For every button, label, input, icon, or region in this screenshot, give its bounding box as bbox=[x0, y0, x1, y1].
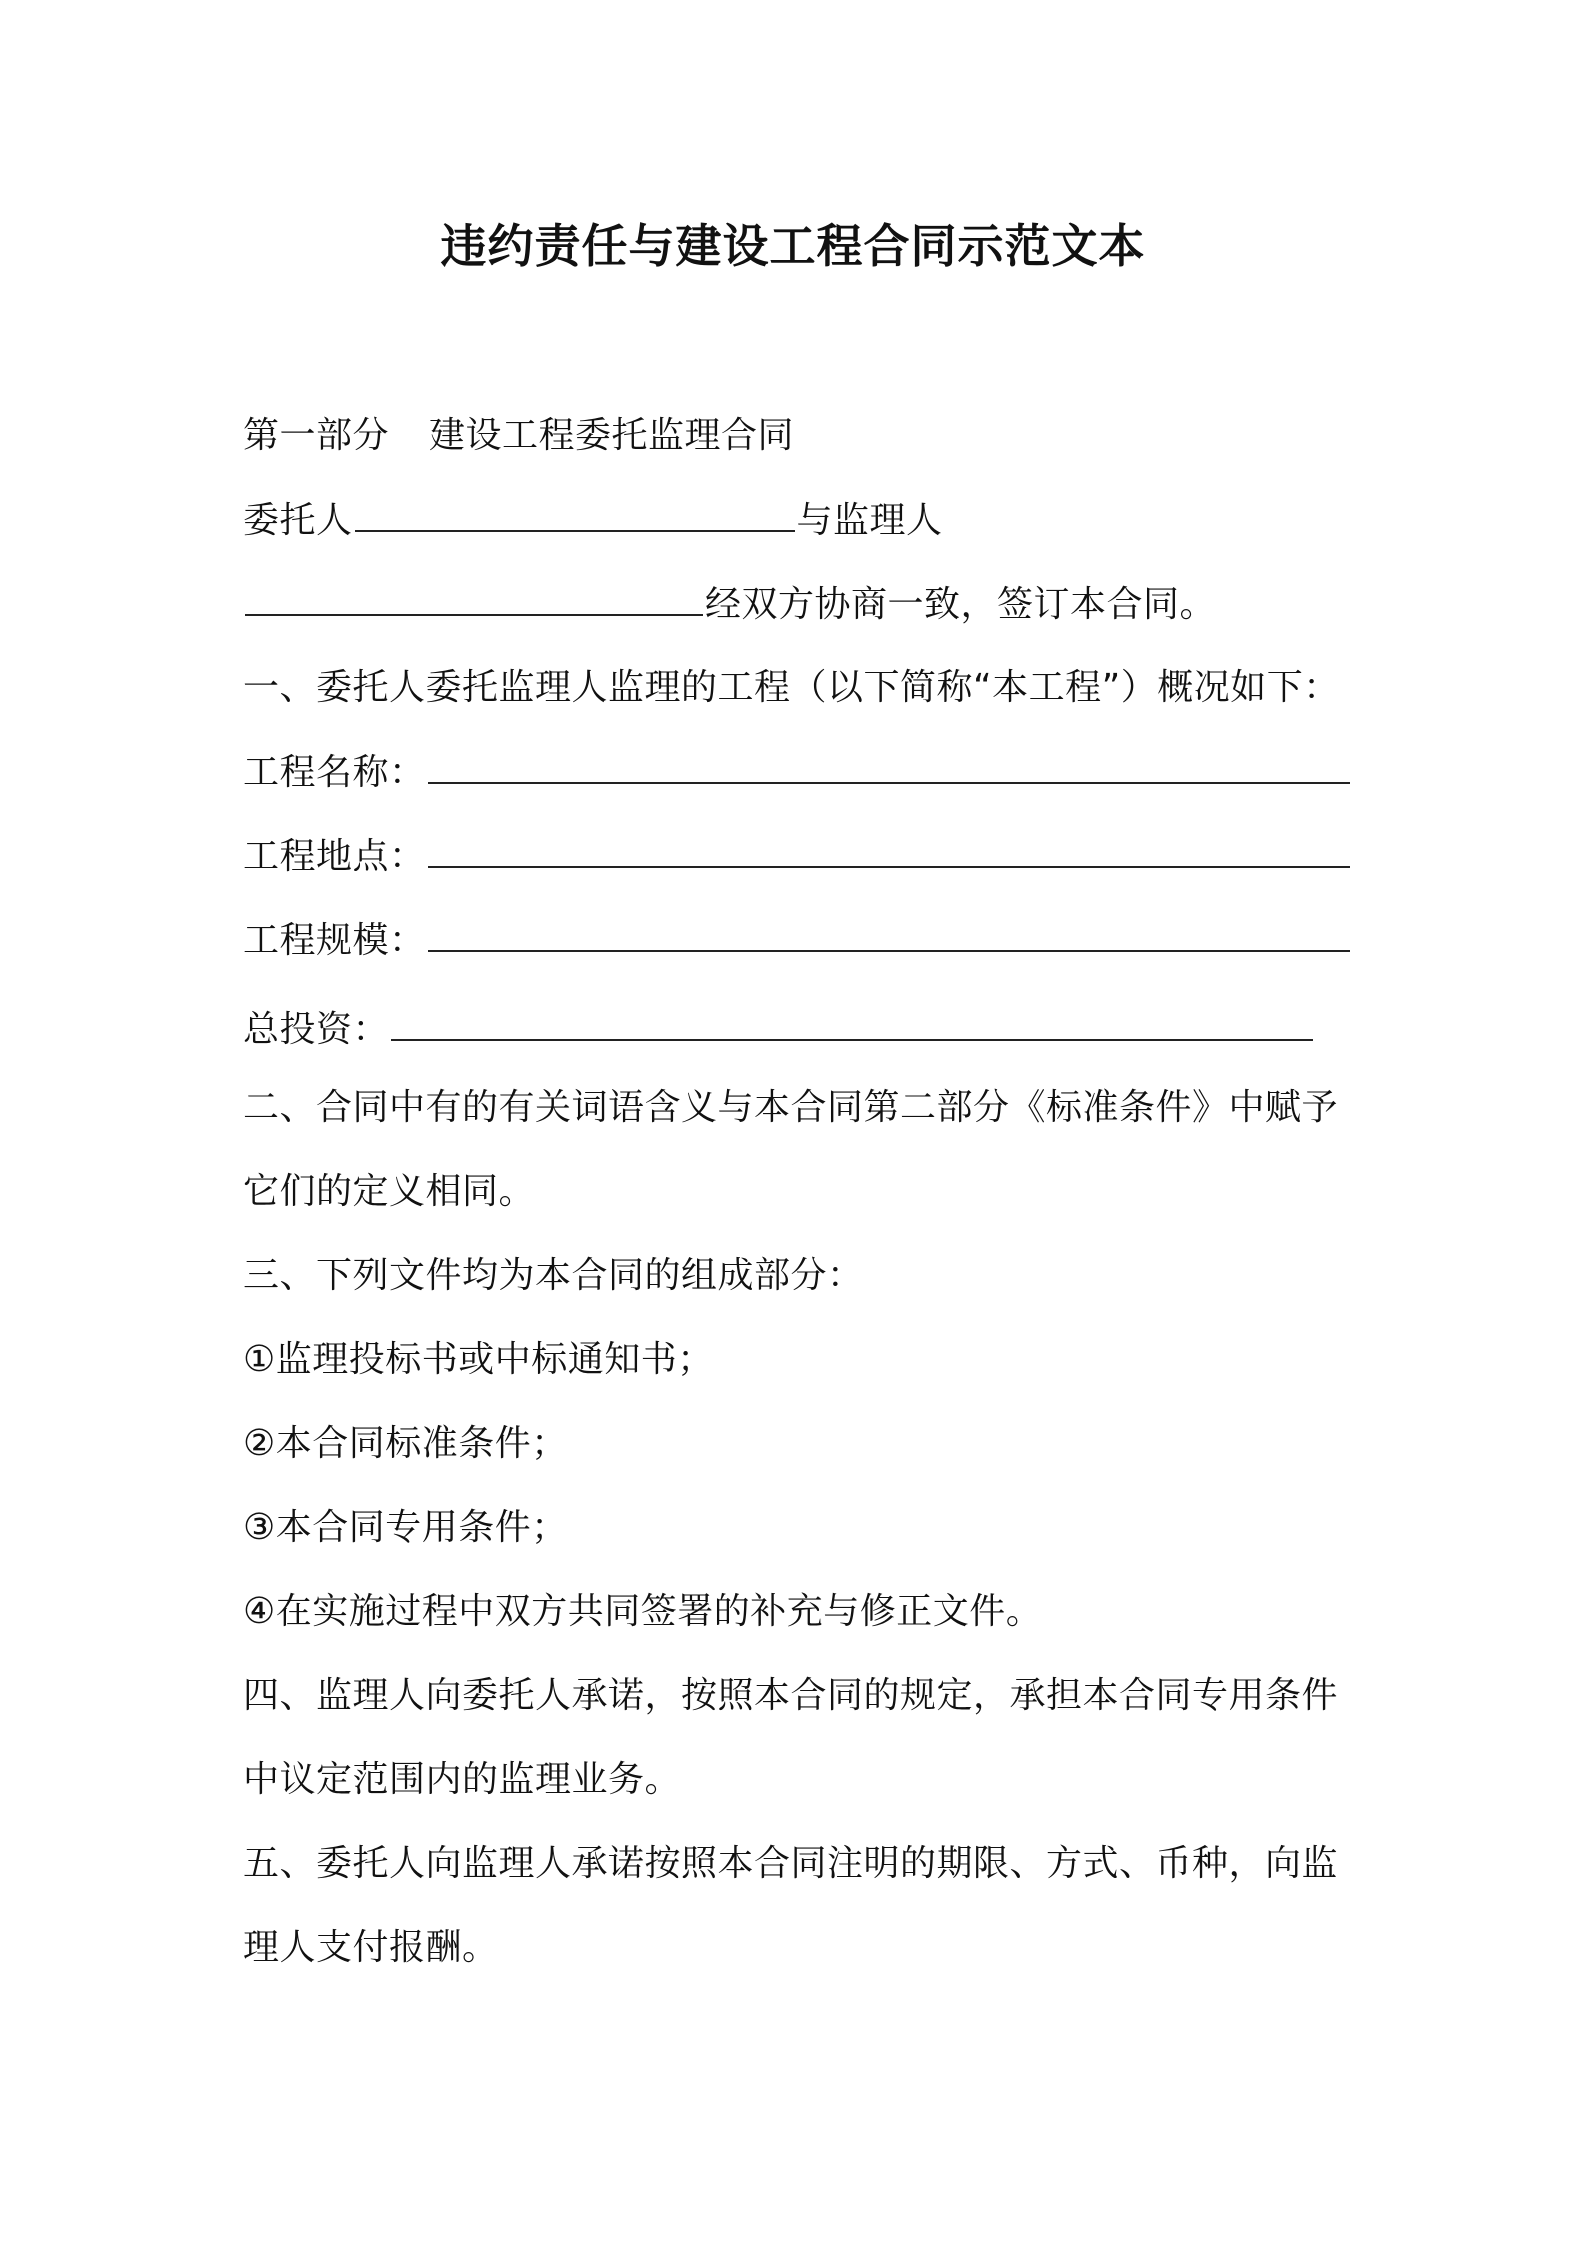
total-investment-blank[interactable] bbox=[391, 1005, 1313, 1041]
field-project-scale bbox=[243, 916, 1352, 965]
project-name-blank[interactable] bbox=[428, 748, 1350, 784]
total-investment-label: 总投资： bbox=[243, 1009, 390, 1050]
doc-list-item-1: ①监理投标书或中标通知书； bbox=[243, 1339, 714, 1380]
clause-4-line-2: 中议定范围内的监理业务。 bbox=[243, 1759, 682, 1800]
part-title: 建设工程委托监理合同 bbox=[429, 415, 795, 456]
clause-2-line-2: 它们的定义相同。 bbox=[243, 1171, 536, 1212]
supervisor-label: 与监理人 bbox=[796, 500, 943, 541]
part-heading bbox=[243, 412, 794, 460]
field-project-name bbox=[243, 748, 1352, 797]
project-scale-blank[interactable] bbox=[428, 916, 1350, 952]
clause-5-line-2: 理人支付报酬。 bbox=[243, 1927, 499, 1968]
project-location-blank[interactable] bbox=[428, 832, 1350, 868]
clause-2-line-1: 二、合同中有的有关词语含义与本合同第二部分《标准条件》中赋予 bbox=[243, 1087, 1339, 1128]
clause-3: 三、下列文件均为本合同的组成部分： bbox=[243, 1255, 864, 1296]
doc-list-item-3: ③本合同专用条件； bbox=[243, 1507, 568, 1548]
doc-list-item-4: ④在实施过程中双方共同签署的补充与修正文件。 bbox=[243, 1591, 1043, 1632]
project-scale-label: 工程规模： bbox=[243, 920, 426, 961]
clause-1: 一、委托人委托监理人监理的工程（以下简称“本工程”）概况如下： bbox=[243, 667, 1340, 708]
supervisor-blank[interactable] bbox=[245, 580, 703, 616]
party-line-1 bbox=[243, 496, 943, 545]
clause-4-line-1: 四、监理人向委托人承诺，按照本合同的规定，承担本合同专用条件 bbox=[243, 1675, 1339, 1716]
part-label: 第一部分 bbox=[243, 415, 390, 456]
project-location-label: 工程地点： bbox=[243, 836, 426, 877]
agreement-text: 经双方协商一致，签订本合同。 bbox=[705, 584, 1217, 625]
document-title: 违约责任与建设工程合同示范文本 bbox=[440, 219, 1146, 273]
principal-label: 委托人 bbox=[243, 500, 353, 541]
doc-list-item-2: ②本合同标准条件； bbox=[243, 1423, 568, 1464]
project-name-label: 工程名称： bbox=[243, 752, 426, 793]
field-project-location bbox=[243, 832, 1352, 881]
principal-blank[interactable] bbox=[355, 496, 795, 532]
clause-5-line-1: 五、委托人向监理人承诺按照本合同注明的期限、方式、币种，向监 bbox=[243, 1843, 1339, 1884]
party-line-2 bbox=[243, 580, 1216, 629]
field-total-investment bbox=[243, 1005, 1315, 1054]
